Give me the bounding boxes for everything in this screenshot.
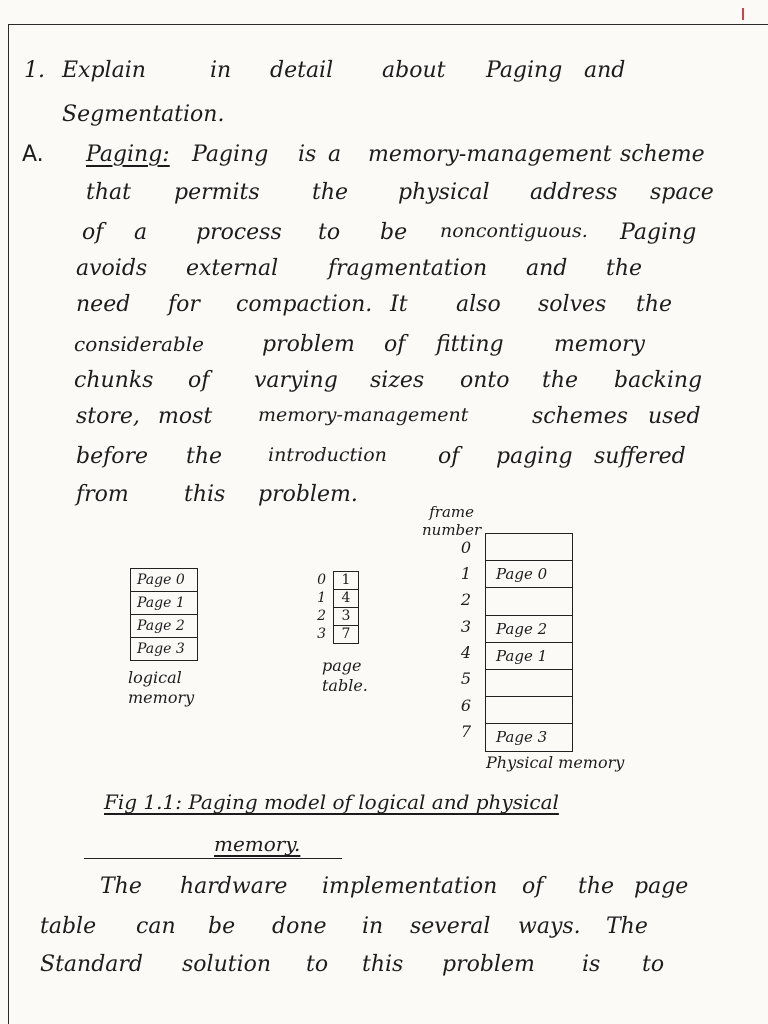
word: in [210, 58, 232, 83]
page-table-index: 3 [317, 626, 326, 642]
figure-caption-continued: memory. [214, 832, 301, 856]
word: scheme [620, 142, 705, 167]
word: chunks [74, 368, 154, 393]
word: Paging [486, 58, 563, 83]
paging-heading: Paging: [86, 142, 170, 167]
word: avoids [76, 256, 148, 281]
word: memory-management [368, 142, 612, 167]
word: physical [398, 180, 490, 205]
page-table-frame: 3 [334, 608, 358, 626]
word: used [648, 404, 701, 429]
logical-memory-caption [128, 668, 194, 708]
word: The [100, 874, 142, 899]
word: problem [262, 332, 355, 357]
word: of [82, 220, 104, 245]
word: this [362, 952, 404, 977]
answer-line-7 [0, 368, 768, 408]
caption-line: frame [429, 503, 474, 521]
page-table [333, 571, 359, 644]
word: the [186, 444, 223, 469]
word: also [456, 292, 501, 317]
physical-frame-cell: Page 0 [486, 561, 572, 588]
page-table-index: 2 [317, 608, 326, 624]
physical-frame-cell: Page 3 [496, 728, 548, 747]
answer-label: A. [22, 142, 44, 167]
word: problem. [258, 482, 358, 507]
word: backing [614, 368, 703, 393]
physical-frame-cell [486, 670, 572, 697]
word: before [76, 444, 149, 469]
figure-caption: Fig 1.1: Paging model of logical and physical [104, 790, 559, 814]
word: suffered [594, 444, 686, 469]
word: to [318, 220, 341, 245]
word: is [582, 952, 601, 977]
word: The [606, 914, 648, 939]
word: process [196, 220, 282, 245]
answer-line-3 [0, 220, 768, 260]
page-table-frame: 4 [334, 590, 358, 608]
answer-line-9 [0, 444, 768, 484]
word: be [208, 914, 236, 939]
page-table-frame: 7 [341, 626, 351, 642]
word: onto [460, 368, 510, 393]
logical-page-cell: Page 0 [131, 569, 197, 592]
word: Segmentation. [62, 102, 225, 127]
paging-diagram [0, 500, 768, 790]
caption-line: memory [128, 688, 195, 707]
word: and [526, 256, 568, 281]
word: noncontiguous. [440, 220, 588, 242]
frame-number: 0 [460, 538, 472, 557]
word: Standard [40, 952, 143, 977]
physical-frame-cell [486, 697, 572, 724]
frame-number: 7 [460, 722, 472, 741]
word: ways. [518, 914, 581, 939]
word: permits [174, 180, 260, 205]
page-top-rule [8, 24, 768, 25]
physical-memory-table [485, 533, 573, 752]
word: fitting [436, 332, 504, 357]
word: implementation [322, 874, 498, 899]
word: external [186, 256, 279, 281]
page-table-index: 0 [317, 572, 326, 588]
question-line-1 [0, 58, 768, 98]
word: to [306, 952, 329, 977]
answer-line-8 [0, 404, 768, 444]
word: detail [270, 58, 334, 83]
word: the [542, 368, 579, 393]
word: hardware [180, 874, 288, 899]
word: most [158, 404, 213, 429]
word: table [40, 914, 97, 939]
word: introduction [268, 444, 387, 466]
word: the [312, 180, 349, 205]
caption-line: table. [322, 676, 368, 695]
word: address [530, 180, 618, 205]
word: store, [76, 404, 140, 429]
answer-line-1 [0, 142, 768, 182]
word: considerable [74, 332, 204, 356]
word: varying [254, 368, 338, 393]
question-line-2 [0, 102, 768, 142]
frame-number: 6 [460, 696, 472, 715]
word: of [522, 874, 544, 899]
frame-number: 1 [460, 564, 472, 583]
physical-frame-cell [486, 588, 572, 615]
paragraph2-line-2 [0, 914, 768, 954]
word: is [298, 142, 317, 167]
word: and [584, 58, 626, 83]
caption-line: page [322, 656, 362, 675]
word: that [86, 180, 131, 205]
word: paging [496, 444, 573, 469]
caption-line: number [422, 521, 482, 539]
frame-number: 4 [460, 643, 472, 662]
answer-line-2 [0, 180, 768, 220]
word: a [328, 142, 342, 167]
word: memory [554, 332, 645, 357]
word: the [636, 292, 673, 317]
physical-memory-caption: Physical memory [486, 753, 625, 772]
physical-frame-cell: Page 1 [486, 643, 572, 670]
word: from [76, 482, 129, 507]
word: can [136, 914, 176, 939]
caption-line: logical [128, 668, 182, 687]
word: several [410, 914, 491, 939]
word: fragmentation [328, 256, 488, 281]
page-table-index: 1 [317, 590, 326, 606]
word: to [642, 952, 665, 977]
page-table-caption [322, 656, 368, 696]
word: page [634, 874, 689, 899]
physical-frame-cell [486, 534, 572, 561]
physical-frame-cell: Page 2 [486, 616, 572, 643]
word: need [76, 292, 131, 317]
word: memory-management [258, 404, 469, 426]
frame-number: 3 [460, 617, 472, 636]
logical-memory-table [130, 568, 198, 661]
paragraph2-line-3 [0, 952, 768, 992]
word: of [384, 332, 406, 357]
frame-number: 5 [460, 669, 472, 688]
answer-line-6 [0, 332, 768, 372]
frame-number: 2 [460, 590, 472, 609]
word: sizes [370, 368, 425, 393]
word: of [188, 368, 210, 393]
word: this [184, 482, 226, 507]
word: solves [538, 292, 607, 317]
word: the [606, 256, 643, 281]
word: space [650, 180, 714, 205]
word: of [438, 444, 460, 469]
paragraph2-line-1 [0, 874, 768, 914]
frame-number-label [422, 503, 481, 539]
figure-caption-rule [84, 858, 342, 859]
logical-page-cell: Page 1 [131, 592, 197, 615]
corner-mark [742, 8, 744, 20]
word: about [382, 58, 446, 83]
word: solution [182, 952, 272, 977]
word: schemes [532, 404, 628, 429]
page-table-frame: 1 [334, 572, 358, 590]
word: problem [442, 952, 535, 977]
logical-page-cell: Page 3 [137, 641, 185, 657]
word: be [380, 220, 408, 245]
word: for [168, 292, 200, 317]
word: compaction. [236, 292, 373, 317]
word: a [134, 220, 148, 245]
word: in [362, 914, 384, 939]
word: Paging [620, 220, 697, 245]
question-number: 1. [24, 58, 45, 83]
word: Explain [62, 58, 146, 83]
word: It [390, 292, 408, 317]
logical-page-cell: Page 2 [131, 615, 197, 638]
word: done [272, 914, 327, 939]
answer-line-4 [0, 256, 768, 296]
word: Paging [192, 142, 269, 167]
answer-line-5 [0, 292, 768, 332]
word: the [578, 874, 615, 899]
